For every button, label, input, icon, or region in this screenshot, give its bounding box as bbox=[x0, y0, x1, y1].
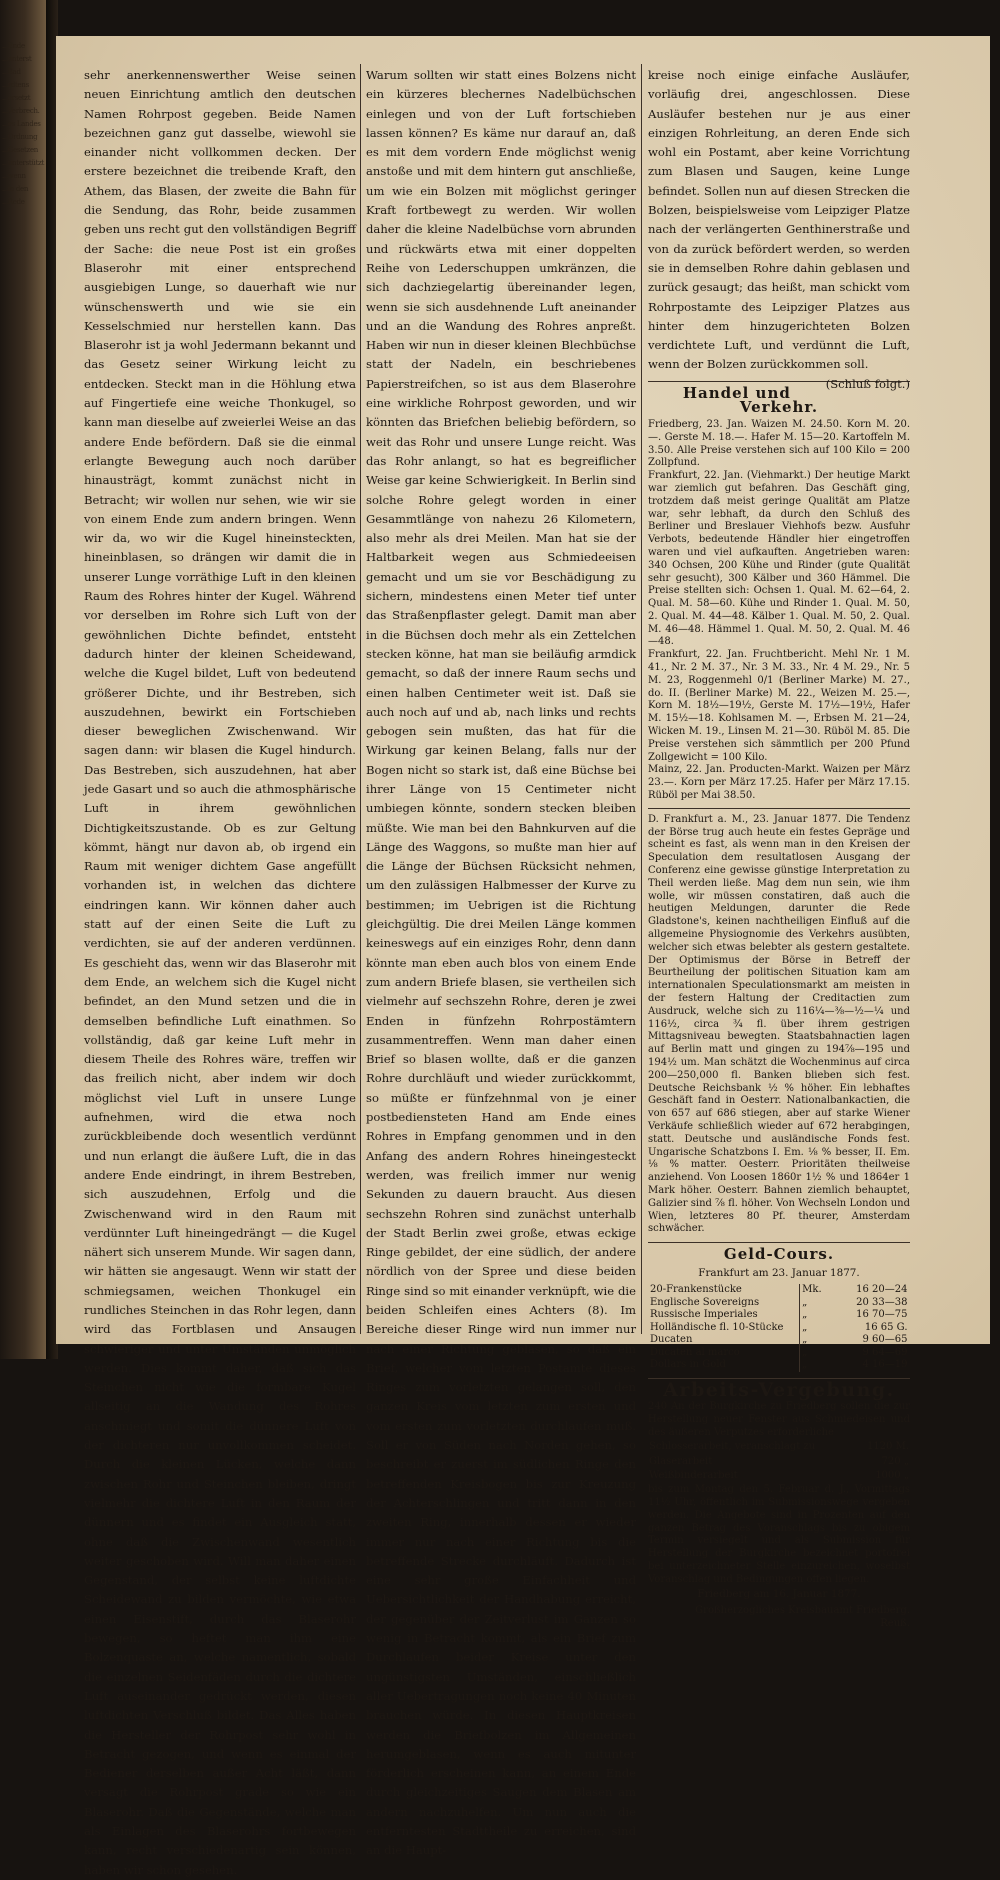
rate-value: 20 33—38 bbox=[856, 1296, 908, 1308]
rate-currency: „ bbox=[802, 1296, 808, 1308]
column-rule bbox=[360, 64, 361, 1334]
rate-row bbox=[648, 1334, 910, 1347]
rate-currency: „ bbox=[802, 1334, 808, 1346]
work-row bbox=[648, 1440, 910, 1455]
column-rule bbox=[641, 64, 642, 1334]
rate-row bbox=[648, 1309, 910, 1322]
exchange-rates-table bbox=[648, 1284, 910, 1372]
rate-value: 16 70—75 bbox=[856, 1309, 908, 1321]
rate-name: Ducaten al marco bbox=[648, 1347, 800, 1360]
trade-report: Frankfurt, 22. Jan. (Viehmarkt.) Der heutige Markt war ziemlich gut befahren. Das Geschäft ging, trotzdem daß meist geringe Qualität am Platze war, sehr lebhaft, da durch den Schluß des Berliner und Breslauer Viehhofs bezw. Ausfuhr Verbots, bedeutende Händler hier eingetroffen waren und viel aufkauften. Angetrieben waren: 340 Ochsen, 200 Kühe und Rinder (gute Qualität sehr gesucht), 300 Kälber und 360 Hämmel. Die Preise stellten sich: Ochsen 1. Qual. M. 62—64, 2. Qual. M. 58—60. Kühe und Rinder 1. Qual. M. 50, 2. Qual. M. 44—48. Kälber 1. Qual. M. 50, 2. Qual. M. 46—48. Hämmel 1. Qual. M. 50, 2. Qual. M. 46—48. bbox=[648, 470, 910, 648]
work-amount: 1120 M. bbox=[866, 1440, 909, 1452]
work-heading: Arbeits-Vergebung. bbox=[648, 1378, 910, 1398]
rate-name: Russische Imperiales bbox=[648, 1309, 800, 1322]
rate-currency: „ bbox=[802, 1359, 808, 1371]
work-row bbox=[648, 1455, 910, 1470]
rate-currency: „ bbox=[802, 1346, 808, 1358]
article-text: sehr anerkennenswerther Weise seinen neuen Einrichtung amtlich den deutschen Namen Rohrpost gegeben. Beide Namen bezeichnen ganz gut dasselbe, wiewohl sie einander nicht vollkommen decken. Der erstere bezeichnet die treibende Kraft, den Athem, das Blasen, der zweite die Bahn für die Sendung, das Rohr, beide zusammen geben uns recht gut den vollständigen Begriff der Sache: die neue Post ist ein großes Blaserohr mit einer entsprechend ausgiebigen Lunge, so dauerhaft wie nur wünschenswerth und wie sie ein Kesselschmied nur herstellen kann. Das Blaserohr ist ja wohl Jedermann bekannt und das Gesetz seiner Wirkung leicht zu entdecken. Steckt man in die Höhlung etwa auf Fingertiefe eine weiche Thonkugel, so kann man dieselbe auf zweierlei Weise an das andere Ende befördern. Daß sie die einmal erlangte Bewegung auch noch darüber hinausträgt, kommt zunächst nicht in Betracht; wir wollen nur sehen, wie wir sie von einem Ende zum andern bringen. Wenn wir da, wo wir die Kugel hineinsteckten, hineinblasen, so drängen wir damit die in unserer Lunge vorräthige Luft in den kleinen Raum des Rohres hinter der Kugel. Während vor derselben im Rohre sich Luft von der gewöhnlichen Dichte befindet, entsteht dadurch hinter der kleinen Scheidewand, welche die Kugel bildet, Luft von bedeutend größerer Dichte, und ihr Bestreben, sich auszudehnen, bewirkt ein Fortschieben dieser beweglichen Zwischenwand. Wir sagen dann: wir blasen die Kugel hindurch. Das Bestreben, sich auszudehnen, hat aber jede Gasart und so auch die athmosphärische Luft in ihrem gewöhnlichen Dichtigkeitszustande. Ob es zur Geltung kömmt, hängt nur davon ab, ob irgend ein Raum mit weniger dichtem Gase angefüllt vorhanden ist, in welchen das dichtere eindringen kann. Wir können daher auch statt auf der einen Seite die Luft zu verdichten, sie auf der anderen verdünnen. Es geschieht das, wenn wir das Blaserohr mit dem Ende, an welchem sich die Kugel nicht befindet, an den Mund setzen und die in demselben befindliche Luft einathmen. So vollständig, daß gar keine Luft mehr in diesem Theile des Rohres wäre, treffen wir das freilich nicht, aber indem wir doch möglichst viel Luft in unsere Lunge aufnehmen, wird die etwa noch zurückbleibende doch wesentlich verdünnt und nun erlangt die äußere Luft, die in das andere Ende eindringt, in ihrem Bestreben, sich auszudehnen, Erfolg und die Zwischenwand wird in den Raum mit verdünnter Luft hineingedrängt — die Kugel nähert sich unserem Munde. Wir sagen dann, wir hätten sie angesaugt. Wenn wir statt der schmiegsamen, weichen Thonkugel ein rundliches Steinchen in das Rohr legen, dann wird das Fortblasen und Ansaugen schwieriger und unter Umständen unmöglich werden. Dies kommt daher, daß sich das Steinchen nicht wie die formbare Kugel allseitig an die Wandung des Rohres anschmiegt und somit die dünnere Luft von der dichteren nur unvollkommen scheidet. Durch die kleinen Lücken, welche dann zwischen Rohr und Steinchen bleiben, dringt vielmehr die dichtere Luft in den Raum der dünnern und es findet ein Ausgleich statt, ohne daß die Zwischenwand wesentlich weiter geschoben wird. Will man daher einen Gegenstand, der selbst keine luftdichte Scheidewand zu bilden vermöchte, wie etwa einen Eisenstift, durch das Blaserohr bewegen, so heftet man ihm eine Bolzenquaste an, welche namentlich, sobald die einzelnen Seidenfäden durch die dichtere Luft auseinander gedrückt werden, diesen luftdichten Verschluß bildet. Das Alles haben die Hersteller der Rohrpost sehr wohl in Betracht gezogen, und wenn es einmal der Bediener derselben außer Acht läßt, dann versagt die Rohrpost grade so wie ein Blaserohr. Daß die Gegenstände, welche man als Einlagen des Blaserohrs fortbewegen kann, recht verschiedenartig sein können, haben wir schon gesehen. bbox=[84, 68, 356, 1877]
work-row bbox=[648, 1469, 910, 1484]
work-signature-name: Reuß. bbox=[880, 1617, 910, 1629]
newspaper-page bbox=[56, 36, 990, 1877]
section-divider bbox=[648, 808, 910, 809]
work-intro: 240 An der Burgkirche zu Friedberg sollen die zur Herstellung neuer Fenster aus Schmiedeisen und des äußeren Verputzes erforderliche bbox=[648, 1401, 910, 1439]
rate-value: 9 60—65 bbox=[862, 1334, 908, 1346]
work-item: Glaserarbeit bbox=[649, 1455, 713, 1467]
rate-currency: „ bbox=[802, 1321, 808, 1333]
rate-value: 9 64—69 bbox=[862, 1346, 908, 1358]
previous-page-edge bbox=[0, 0, 46, 1359]
rate-row bbox=[648, 1322, 910, 1335]
rate-row bbox=[648, 1359, 910, 1372]
money-heading: Geld-Cours. bbox=[648, 1242, 910, 1262]
rate-currency: Mk. bbox=[802, 1284, 822, 1296]
rate-row bbox=[648, 1284, 910, 1297]
work-item: Schlosserarbeit, veranschlagt zu bbox=[649, 1440, 816, 1452]
money-dateline: Frankfurt am 23. Januar 1877. bbox=[698, 1266, 860, 1279]
continuation-note: (Schluß folgt.) bbox=[825, 376, 910, 391]
trade-report: Mainz, 22. Jan. Producten-Markt. Waizen per März 23.—. Korn per März 17.25. Hafer per März 17.15. Rüböl per Mai 38.50. bbox=[648, 764, 910, 802]
exchange-report: D. Frankfurt a. M., 23. Januar 1877. Die Tendenz der Börse trug auch heute ein festes Gepräge und scheint es fast, als wenn man in den Kreisen der Speculation dem resultatlosen Ausgang der Conferenz eine gewisse günstige Interpretation zu Theil werden ließe. Mag dem nun sein, wie ihm wolle, wir müssen constatiren, daß auch die heutigen Meldungen, darunter die Rede Gladstone's, keinen nachtheiligen Einfluß auf die allgemeine Physiognomie des Verkehrs ausübten, welcher sich etwas belebter als gestern gestaltete. Der Optimismus der Börse in Betreff der Beurtheilung der politischen Situation kam am internationalen Speculationsmarkt am meisten in der festern Haltung der Creditactien zum Ausdruck, welche sich zu 116¼—⅜—½—¼ und 116½, circa ¾ fl. über ihrem gestrigen Mittagsniveau bewegten. Staatsbahnactien lagen auf Berlin matt und gingen zu 194⅞—195 und 194½ um. Man schätzt die Wochenminus auf circa 200—250,000 fl. Banken blieben sich fest. Deutsche Reichsbank ½ % höher. Ein lebhaftes Geschäft fand in Oesterr. Nationalbankactien, die von 657 auf 686 stiegen, aber auf starke Wiener Verkäufe schließlich wieder auf 672 herabgingen, statt. Deutsche und ausländische Fonds fest. Ungarische Schatzbons I. Em. ⅛ % besser, II. Em. ⅛ % matter. Oesterr. Prioritäten theilweise anziehend. Von Loosen 1860r 1½ % und 1864er 1 Mark höher. Oesterr. Bahnen ziemlich behauptet, Galizier sind ⅞ fl. höher. Von Wechseln London und Wien, letzteres 80 Pf. theurer, Amsterdam schwächer. bbox=[648, 813, 910, 1235]
work-amount: 1000 „ bbox=[875, 1470, 909, 1482]
rate-value: 16 20—24 bbox=[856, 1284, 908, 1296]
article-column-3 bbox=[648, 66, 910, 1629]
article-text: kreise noch einige einfache Ausläufer, vorläufig drei, angeschlossen. Diese Ausläufer bestehen nur je aus einer einzigen Rohrleitung, an deren Ende sich wohl ein Postamt, aber keine Vorrichtung zum Blasen und Saugen, keine Lunge befindet. Sollen nun auf diesen Strecken die Bolzen, beispielsweise vom Leipziger Platze nach der verlängerten Genthinerstraße und von da zurück befördert werden, so werden sie in demselben Rohre dahin geblasen und zurück gesaugt; das heißt, man schickt vom Rohrpostamte des Leipziger Platzes aus hinter dem hinzugerichteten Bolzen verdichtete Luft, und verdünnt die Luft, wenn der Bolzen zurückkommen soll. (Schluß folgt.) bbox=[648, 66, 910, 375]
rate-value: 4 16—19 bbox=[862, 1359, 908, 1371]
rate-row bbox=[648, 1347, 910, 1360]
trade-report: Friedberg, 23. Jan. Waizen M. 24.50. Korn M. 20.—. Gerste M. 18.—. Hafer M. 15—20. Kartoffeln M. 3.50. Alle Preise verstehen sich auf 100 Kilo = 200 Zollpfund. bbox=[648, 418, 910, 469]
article-column-2 bbox=[366, 66, 636, 1858]
rate-row bbox=[648, 1297, 910, 1310]
work-item: Weißbinderarbeit bbox=[649, 1470, 738, 1482]
work-amount: 720 „ bbox=[881, 1455, 909, 1467]
rate-name: Holländische fl. 10-Stücke bbox=[648, 1322, 800, 1335]
rate-name: Ducaten bbox=[648, 1334, 800, 1347]
work-signature-office: Großherzogliches Kreisbauamt Friedberg. bbox=[695, 1605, 910, 1617]
rate-value: 16 65 G. bbox=[864, 1321, 908, 1333]
rate-name: Englische Sovereigns bbox=[648, 1297, 800, 1310]
trade-report: Frankfurt, 22. Jan. Fruchtbericht. Mehl Nr. 1 M. 41., Nr. 2 M. 37., Nr. 3 M. 33., Nr. 4 M. 29., Nr. 5 M. 23, Roggenmehl 0/1 (Berliner Marke) M. 27., do. II. (Berliner Marke) M. 22., Weizen M. 25.—, Korn M. 18½—19½, Gerste M. 17½—19½, Hafer M. 15½—18. Kohlsamen M. —, Erbsen M. 21—24, Wicken M. 19., Linsen M. 21—30. Rüböl M. 85. Die Preise verstehen sich sämmtlich per 200 Pfund Zollgewicht = 100 Kilo. bbox=[648, 649, 910, 763]
rate-currency: „ bbox=[802, 1309, 808, 1321]
work-conditions: bis zum Montag den 5. Februar d. J., Vormittags 11½ Uhr, öffentlich im Submissionswege vergeben werden. Die Angebote sind in Prozenten auf den ganzen Betrag des Voranschlags bis zu obigem Termin versiegelt und als Submission für Herstellung der Burgkirche bezeichnet portofrei bei unterzeichneter Stelle einzureichen, woselbst Voranschlag und Bedingungen offen liegen. bbox=[648, 1484, 910, 1585]
previous-page-fragments: ...Ende ...unterst ...Bad ...rdtens ...ersetzt ...Verbrech. ...es Landes ...Ordnung ...Gesetzen ...unterstützt ...wenn ...in den ...Rede bbox=[2, 42, 45, 206]
work-items-table bbox=[648, 1440, 910, 1484]
rate-name: 20-Frankenstücke bbox=[648, 1284, 800, 1297]
trade-heading: Handel und Verkehr. bbox=[648, 381, 910, 415]
work-date: Friedberg am 16. Januar 1877. bbox=[697, 1587, 861, 1600]
rate-name: Dollars in Gold bbox=[648, 1359, 800, 1372]
article-text: Warum sollten wir statt eines Bolzens nicht ein kürzeres blechernes Nadelbüchschen einlegen und von der Luft fortschieben lassen können? Es käme nur darauf an, daß es mit dem vordern Ende möglichst wenig anstoße und mit dem hintern gut anschließe, um wie ein Bolzen mit möglichst geringer Kraft fortbewegt zu werden. Wir wollen daher die kleine Nadelbüchse vorn abrunden und rückwärts etwa mit einer doppelten Reihe von Lederschuppen umkränzen, die sich dachziegelartig übereinander legen, wenn sie sich ausdehnende Luft aneinander und an die Wandung des Rohres anpreßt. Haben wir nun in dieser kleinen Blechbüchse statt der Nadeln, ein beschriebenes Papierstreifchen, so ist aus dem Blaserohre eine wirkliche Rohrpost geworden, und wir könnten das Briefchen beliebig befördern, so weit das Rohr und unsere Lunge reicht. Was das Rohr anlangt, so hat es begreiflicher Weise gar keine Schwierigkeit. In Berlin sind solche Rohre gelegt worden in einer Gesammtlänge von nahezu 26 Kilometern, also mehr als drei Meilen. Man hat sie der Haltbarkeit wegen aus Schmiedeeisen gemacht und um sie vor Beschädigung zu sichern, mindestens einen Meter tief unter das Straßenpflaster gelegt. Damit man aber in die Büchsen doch mehr als ein Zettelchen stecken könne, hat man sie beiläufig armdick gemacht, so daß der innere Raum sechs und einen halben Centimeter weit ist. Daß sie auch noch auf und ab, nach links und rechts gebogen sein mußten, das hat für die Wirkung gar keinen Belang, falls nur der Bogen nicht so stark ist, daß eine Büchse bei ihrer Länge von 15 Centimeter nicht umbiegen könnte, sondern stecken bleiben müßte. Wie man bei den Bahnkurven auf die Länge des Waggons, so mußte man hier auf die Länge der Büchsen Rücksicht nehmen, um den zulässigen Halbmesser der Kurve zu bestimmen; im Uebrigen ist die Richtung gleichgültig. Die drei Meilen Länge kommen keineswegs auf ein einziges Rohr, denn dann könnte man eben auch blos von einem Ende zum andern Briefe blasen, sie vertheilen sich vielmehr auf sechszehn Rohre, deren je zwei Enden in fünfzehn Rohrpostämtern zusammentreffen. Wenn man daher einen Brief so blasen wollte, daß er die ganzen Rohre durchläuft und wieder zurückkommt, so müßte er fünfzehnmal von je einer postbediensteten Hand am Ende eines Rohres in Empfang genommen und in den Anfang des andern Rohres hineingesteckt werden, was freilich immer nur wenig Sekunden zu dauern braucht. Aus diesen sechszehn Rohren sind zunächst unterhalb der Stadt Berlin zwei große, etwas eckige Ringe gebildet, der eine südlich, der andere nördlich von der Spree und diese beiden Ringe sind so mit einander verknüpft, wie die beiden Schleifen eines Achters (8). Im Bereiche dieser Ringe wird nun immer nur nach einer Richtung geblasen, so daß ein Brief, welcher vom letzten Postamte dieses Ringes zum vorletzten gelangen soll, den ganzen Kreis vom letzten zum ersten und vom ersten zum vorletzten durchlaufen muß. Soll er von Süden nach Norden gehen, so beschreibt er zuerst im südlichen Ringe den betreffenden Kreisbogen bis zur Kreuzung der Achterschlingen und tritt dann in den zweiten Ring, innerhalb dessen er wieder immer nur nach einer Richtung bis die betreffende Strecke durchläuft. Dadurch ist eine sehr große Einfachheit und Uebersichtlichkeit der Handhabung erreicht, der gegenüber der Zeitverlust im Ganzen so wenig in Betracht kommt, als ein Brief zum Durchlaufen beider Kreise unter den ungünstigsten Umständen, einschließlich aller Uebertragungen noch keine 40 Minuten brauchen würde. In diesen Hauptkreisen werden die Briefbolzen im Allgemeinen herumgeblasen, wenn es auch mitunter förderlich erscheinen kann, an einem Ende durch gleichzeitiges Saugen dem Blasen am andern nachzuhelfen. Um nun auch die entferntesten Stadttheile zu erreichen, sind an die Haupt- bbox=[366, 68, 636, 1858]
article-column-1 bbox=[84, 66, 356, 1877]
